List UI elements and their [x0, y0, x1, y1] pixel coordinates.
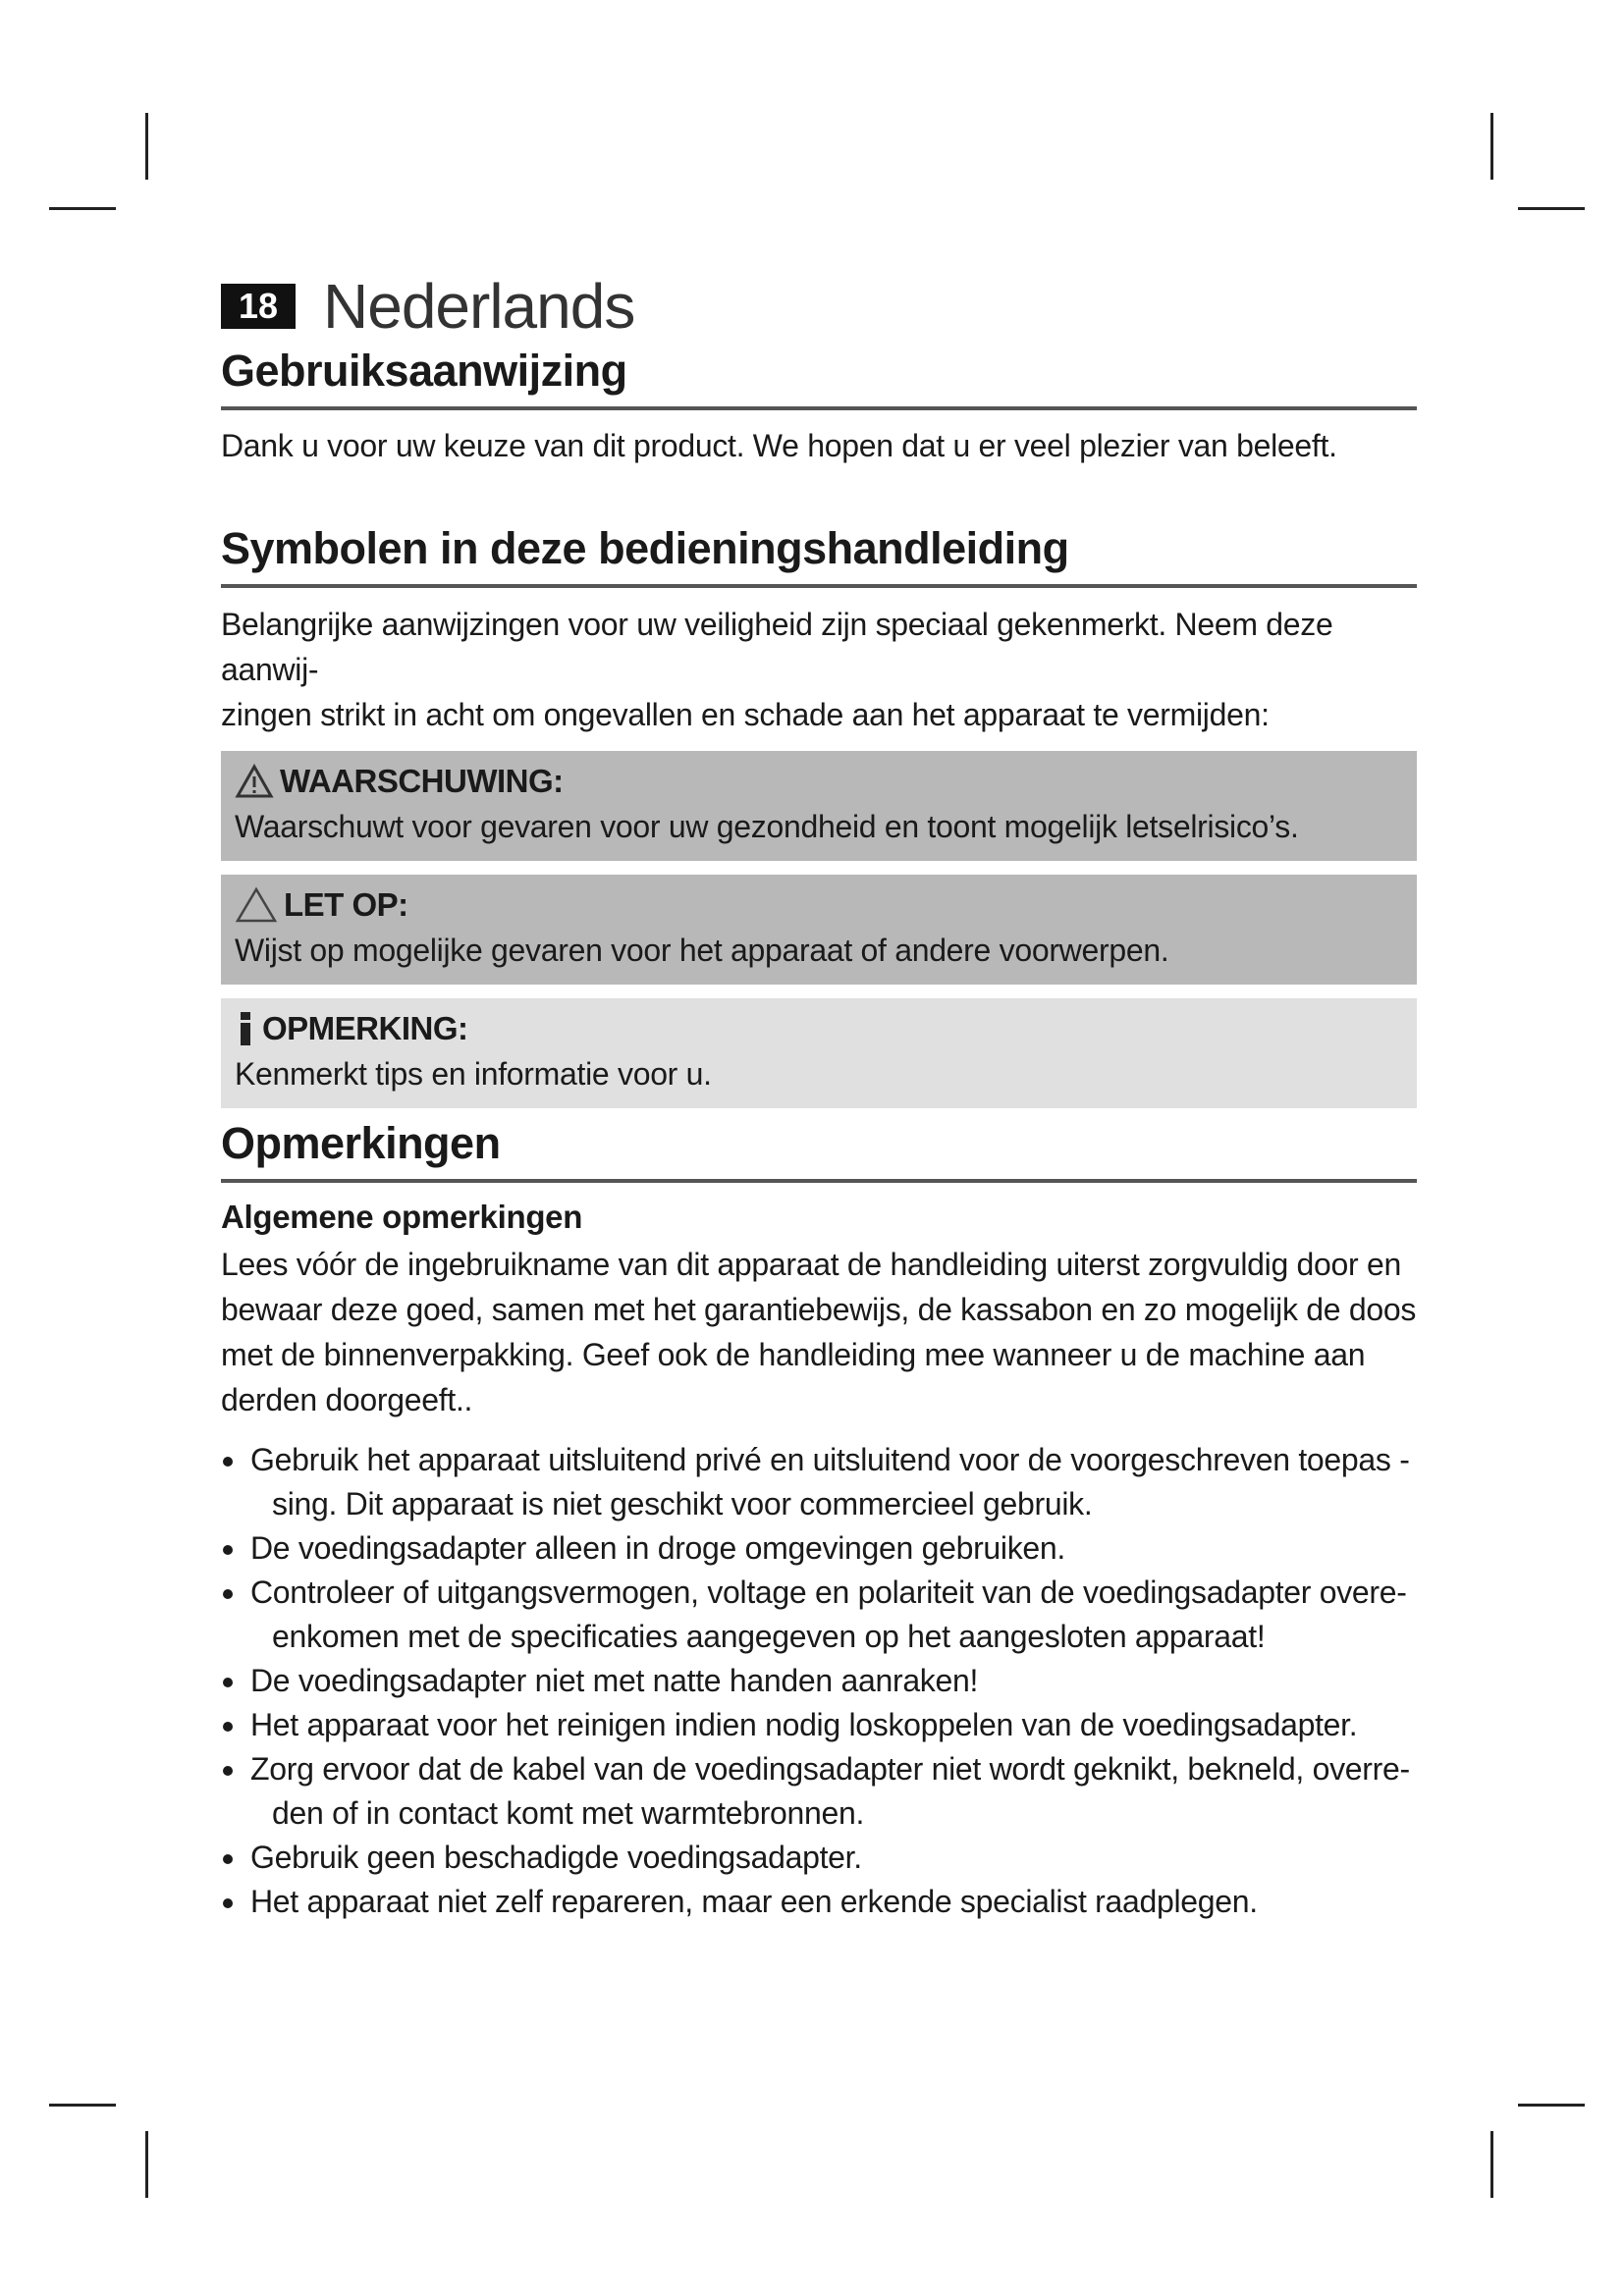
list-item: Gebruik het apparaat uitsluitend privé en uitsluitend voor de voorgeschreven toepas - sing. Dit apparaat is niet geschikt voor commercieel gebruik.	[221, 1438, 1417, 1526]
list-item: Het apparaat voor het reinigen indien nodig loskoppelen van de voedingsadapter.	[221, 1703, 1417, 1747]
crop-mark	[145, 113, 148, 180]
opmerkingen-paragraph: Lees vóór de ingebruikname van dit apparaat de handleiding uiterst zorgvuldig door en bewaar deze goed, samen met het garantiebewijs, de kassabon en zo mogelijk de doos met de binnenverpakking. Geef ook de handleiding mee wanneer u de machine aan derden doorgeeft..	[221, 1247, 1417, 1417]
crop-mark	[1490, 2131, 1493, 2198]
info-icon	[235, 1010, 256, 1047]
list-item: Zorg ervoor dat de kabel van de voedingsadapter niet wordt geknikt, bekneld, overre- den of in contact komt met warmtebronnen.	[221, 1747, 1417, 1836]
list-item: Het apparaat niet zelf repareren, maar een erkende specialist raadplegen.	[221, 1880, 1417, 1924]
intro-text: Dank u voor uw keuze van dit product. We hopen dat u er veel plezier van beleeft.	[221, 428, 1337, 463]
list-item: De voedingsadapter alleen in droge omgevingen gebruiken.	[221, 1526, 1417, 1571]
crop-mark	[49, 207, 116, 210]
page-header	[221, 273, 1417, 340]
crop-mark	[1518, 207, 1585, 210]
notice-info-text: Kenmerkt tips en informatie voor u.	[235, 1056, 712, 1092]
symbolen-intro: Belangrijke aanwijzingen voor uw veiligheid zijn speciaal gekenmerkt. Neem deze aanwij- zingen strikt in acht om ongevallen en schade aan het apparaat te vermijden:	[221, 607, 1333, 732]
page-number: 18	[221, 284, 296, 329]
list-item: Controleer of uitgangsvermogen, voltage en polariteit van de voedingsadapter overe- enkomen met de specificaties aangegeven op het aangesloten apparaat!	[221, 1571, 1417, 1659]
caution-triangle-icon	[235, 886, 278, 924]
crop-mark	[145, 2131, 148, 2198]
notice-info-title: OPMERKING:	[262, 1010, 468, 1046]
notice-caution	[221, 875, 1417, 985]
section-title-gebruiksaanwijzing: Gebruiksaanwijzing	[221, 346, 1417, 410]
notice-warning-title: WAARSCHUWING:	[280, 763, 564, 799]
page-content	[221, 273, 1417, 1924]
notice-caution-title: LET OP:	[284, 886, 408, 923]
notice-warning-text: Waarschuwt voor gevaren voor uw gezondheid en toont mogelijk letselrisico’s.	[235, 809, 1299, 844]
section-title-opmerkingen: Opmerkingen	[221, 1118, 1417, 1183]
subsection-title: Algemene opmerkingen	[221, 1199, 583, 1235]
list-item: Gebruik geen beschadigde voedingsadapter.	[221, 1836, 1417, 1880]
crop-mark	[49, 2104, 116, 2107]
notice-warning	[221, 751, 1417, 861]
section-title-symbolen: Symbolen in deze bedieningshandleiding	[221, 523, 1417, 588]
bullet-list	[221, 1438, 1417, 1924]
crop-mark	[1490, 113, 1493, 180]
notice-info	[221, 998, 1417, 1108]
warning-triangle-icon	[235, 764, 274, 799]
language-title: Nederlands	[323, 271, 635, 342]
notice-caution-text: Wijst op mogelijke gevaren voor het apparaat of andere voorwerpen.	[235, 933, 1169, 968]
crop-mark	[1518, 2104, 1585, 2107]
list-item: De voedingsadapter niet met natte handen aanraken!	[221, 1659, 1417, 1703]
